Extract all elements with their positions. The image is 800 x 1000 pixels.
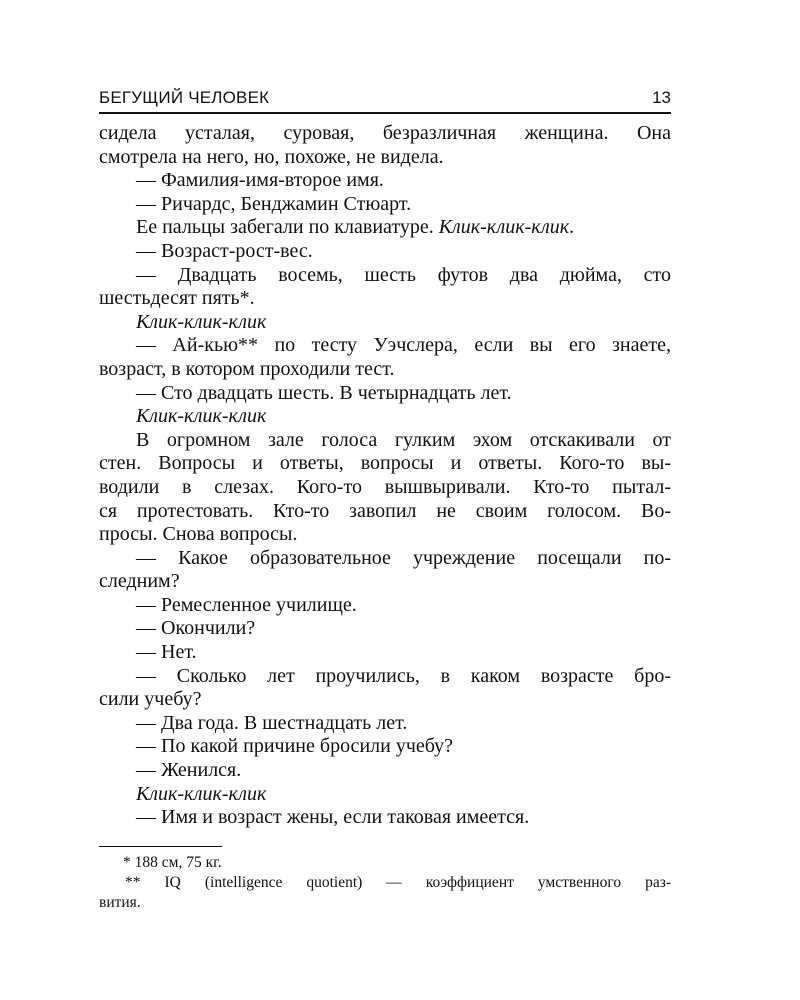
text-line: смотрела на него, но, похоже, не видела. (99, 145, 444, 168)
italic-fragment: Клик-клик-клик (438, 216, 570, 239)
dialogue-line: — Сколько лет проучились, в каком возрасте бро- (136, 664, 671, 687)
dialogue-line: — Ремесленное училище. (136, 593, 357, 616)
footnote-2: ** IQ (intelligence quotient) — коэффициент умственного раз- (125, 874, 671, 891)
dialogue-line: — Нет. (136, 641, 197, 664)
text-line: сили учебу? (99, 688, 202, 711)
page-number: 13 (652, 88, 671, 107)
text-line: следним? (99, 570, 180, 593)
text-line: возраст, в котором проходили тест. (99, 357, 395, 380)
footnote-rule (99, 846, 222, 847)
header-rule (99, 112, 671, 114)
text-fragment: Ее пальцы забегали по клавиатуре. (136, 216, 439, 239)
book-title: БЕГУЩИЙ ЧЕЛОВЕК (99, 88, 270, 107)
dialogue-line: — Двадцать восемь, шесть футов два дюйма, сто (136, 263, 671, 286)
dialogue-line: — Какое образовательное учреждение посещали по- (136, 546, 671, 569)
dialogue-line: — Два года. В шестнадцать лет. (136, 711, 408, 734)
text-line (99, 216, 671, 240)
dialogue-line: — Ричардс, Бенджамин Стюарт. (136, 192, 412, 215)
text-fragment: . (569, 216, 575, 239)
text-line: стен. Вопросы и ответы, вопросы и ответы. Кого-то вы- (99, 452, 671, 475)
running-header (99, 86, 671, 114)
dialogue-line: — Сто двадцать шесть. В четырнадцать лет. (136, 381, 512, 404)
dialogue-line: — Женился. (136, 759, 242, 782)
dialogue-line: — Имя и возраст жены, если таковая имеется. (136, 806, 530, 829)
text-line: сидела усталая, суровая, безразличная женщина. Она (99, 122, 671, 144)
text-line: ся протестовать. Кто-то завопил не своим голосом. Во- (99, 499, 671, 522)
italic-line: Клик-клик-клик (136, 405, 267, 428)
text-line: водили в слезах. Кого-то вышвыривали. Кто-то пытал- (99, 475, 671, 498)
italic-line: Клик-клик-клик (136, 782, 267, 805)
italic-line: Клик-клик-клик (136, 310, 267, 333)
dialogue-line: — Фамилия-имя-второе имя. (136, 169, 384, 192)
footnote-2-continued: вития. (99, 894, 141, 911)
text-line: просы. Снова вопросы. (99, 523, 298, 546)
dialogue-line: — Возраст-рост-вес. (136, 239, 313, 262)
main-text (99, 122, 671, 830)
dialogue-line: — По какой причине бросили учебу? (136, 735, 454, 758)
footnotes (99, 853, 671, 913)
text-line: В огромном зале голоса гулким эхом отскакивали от (136, 428, 671, 451)
dialogue-line: — Окончили? (136, 617, 256, 640)
dialogue-line: — Ай-кью** по тесту Уэчслера, если вы его знаете, (136, 334, 671, 357)
footnote-1: * 188 см, 75 кг. (123, 854, 222, 871)
text-line: шестьдесят пять*. (99, 287, 255, 310)
